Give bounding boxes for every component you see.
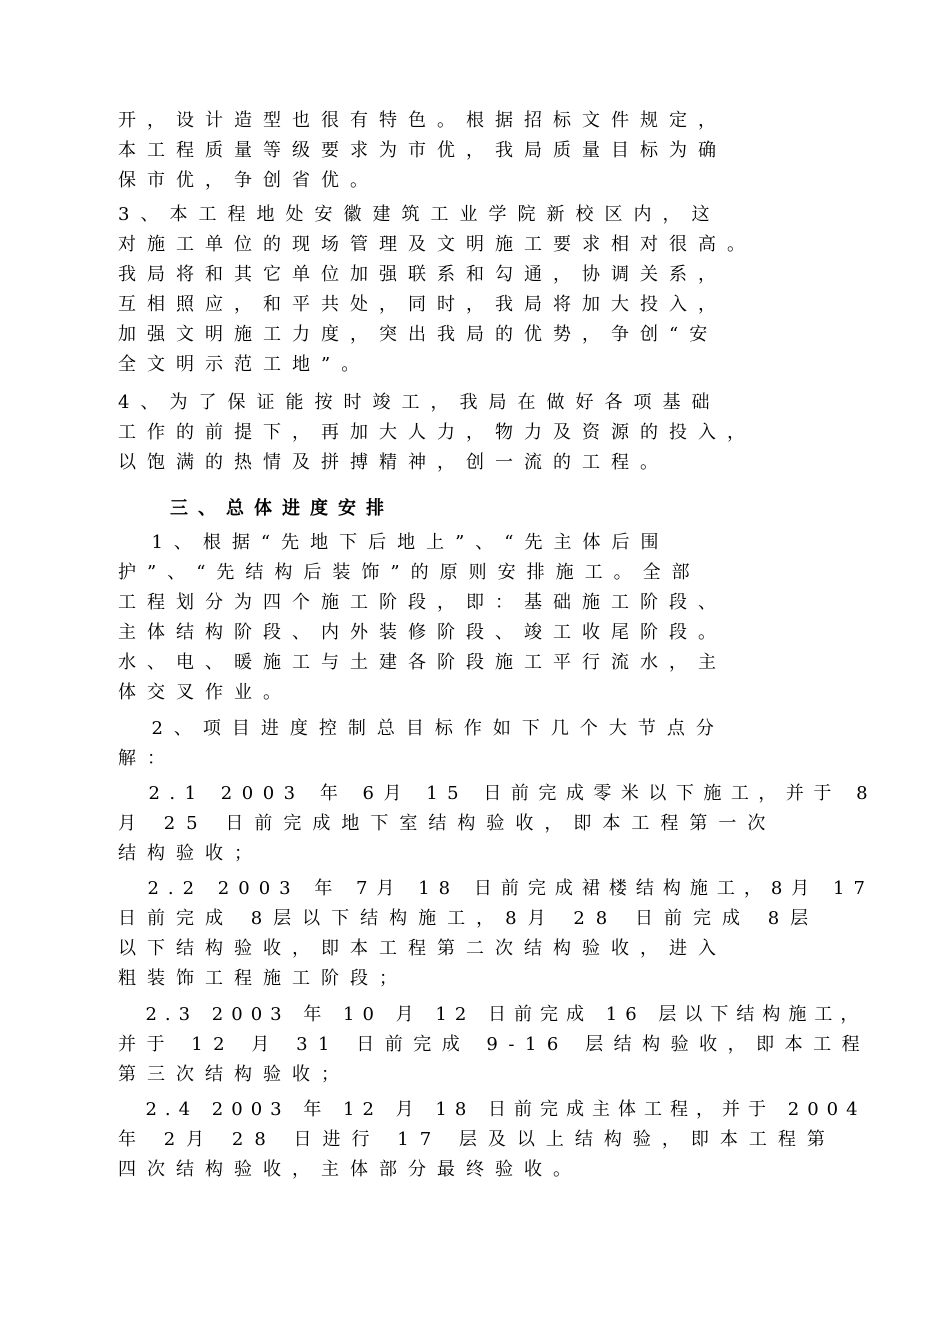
paragraph-4 <box>118 388 853 478</box>
paragraph-milestone-2-1 <box>118 779 878 869</box>
text-line: 以下结构验收，即本工程第二次结构验收，进入 <box>118 938 727 959</box>
paragraph-milestone-2-2 <box>118 874 874 994</box>
text-line: 加强文明施工力度，突出我局的优势，争创“安 <box>118 324 719 345</box>
paragraph-milestone-2-3 <box>118 1000 871 1090</box>
text-line: 互相照应，和平共处，同时，我局将加大投入， <box>118 294 727 315</box>
text-line: 对施工单位的现场管理及文明施工要求相对很高。 <box>118 234 756 255</box>
paragraph-intro <box>118 106 853 196</box>
text-line: 工程划分为四个施工阶段，即：基础施工阶段、 <box>118 592 727 613</box>
text-line: 2.3 2003 年 10 月 12 日前完成 16 层以下结构施工， <box>118 1004 867 1025</box>
text-line: 月 25 日前完成地下室结构验收，即本工程第一次 <box>118 813 777 834</box>
text-line: 结构验收； <box>118 843 263 864</box>
text-line: 水、电、暖施工与土建各阶段施工平行流水，主 <box>118 652 727 673</box>
text-line: 1、根据“先地下后地上”、“先主体后围 <box>118 532 670 553</box>
text-line: 年 2月 28 日进行 17 层及以上结构验，即本工程第 <box>118 1129 836 1150</box>
paragraph-schedule-2 <box>118 714 853 774</box>
text-line: 四次结构验收，主体部分最终验收。 <box>118 1159 582 1180</box>
text-line: 2.2 2003 年 7月 18 日前完成裙楼结构施工，8月 17 <box>118 878 874 899</box>
text-line: 体交叉作业。 <box>118 682 292 703</box>
text-line: 2.1 2003 年 6月 15 日前完成零米以下施工，并于 8 <box>118 783 878 804</box>
paragraph-3 <box>118 200 853 380</box>
text-line: 粗装饰工程施工阶段； <box>118 968 408 989</box>
text-line: 以饱满的热情及拼搏精神，创一流的工程。 <box>118 452 669 473</box>
text-line: 2、项目进度控制总目标作如下几个大节点分 <box>118 718 725 739</box>
text-line: 开，设计造型也很有特色。根据招标文件规定， <box>118 110 727 131</box>
paragraph-schedule-1 <box>118 528 853 708</box>
text-line: 解： <box>118 748 176 769</box>
text-line: 主体结构阶段、内外装修阶段、竣工收尾阶段。 <box>118 622 727 643</box>
section-heading: 三、总体进度安排 <box>170 498 394 519</box>
text-line: 保市优，争创省优。 <box>118 170 379 191</box>
text-line: 我局将和其它单位加强联系和勾通，协调关系， <box>118 264 727 285</box>
paragraph-milestone-2-4 <box>118 1095 866 1185</box>
text-line: 本工程质量等级要求为市优，我局质量目标为确 <box>118 140 727 161</box>
text-line: 全文明示范工地”。 <box>118 354 371 375</box>
text-line: 工作的前提下，再加大人力，物力及资源的投入， <box>118 422 756 443</box>
text-line: 并于 12 月 31 日前完成 9-16 层结构验收，即本工程 <box>118 1034 871 1055</box>
text-line: 2.4 2003 年 12 月 18 日前完成主体工程，并于 2004 <box>118 1099 866 1120</box>
text-line: 护”、“先结构后装饰”的原则安排施工。全部 <box>118 562 701 583</box>
text-line: 4、为了保证能按时竣工，我局在做好各项基础 <box>118 392 721 413</box>
text-line: 日前完成 8层以下结构施工，8月 28 日前完成 8层 <box>118 908 820 929</box>
text-line: 第三次结构验收； <box>118 1064 350 1085</box>
text-line: 3、本工程地处安徽建筑工业学院新校区内，这 <box>118 204 721 225</box>
